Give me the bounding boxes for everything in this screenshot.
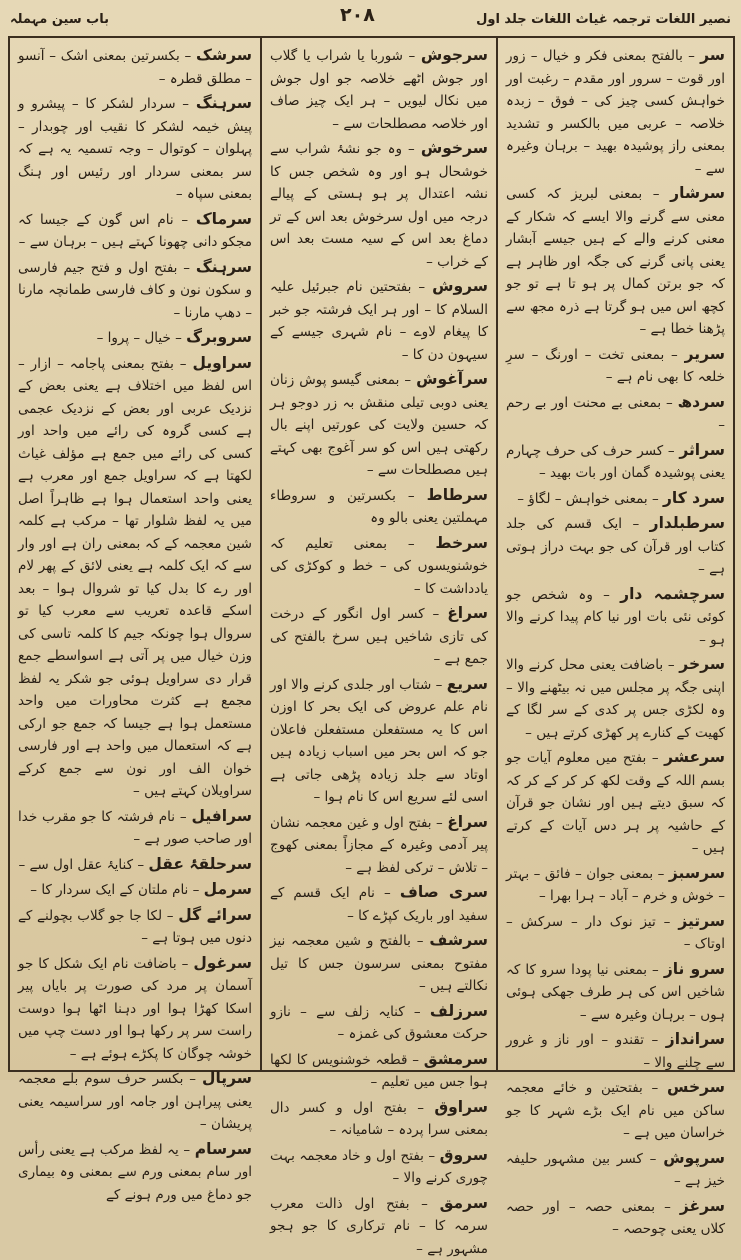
dictionary-entry xyxy=(18,952,252,1066)
dictionary-entry xyxy=(506,1076,725,1145)
entry-headword: سرشف xyxy=(429,931,488,949)
dictionary-entry xyxy=(18,853,252,877)
entry-headword: سرپوش xyxy=(663,1149,725,1167)
entry-headword: سری صاف xyxy=(400,883,488,901)
entry-definition: – بمعنی نیا پودا سرو کا کہ شاخیں اس کی ہر طرف جھکی ہوئی ہوں – برہان وغیرہ سے – xyxy=(506,962,725,1023)
entry-definition: – بفتح اول و کسر دال بمعنی سرا پردہ – شامیانہ – xyxy=(270,1100,488,1139)
dictionary-entry xyxy=(506,391,725,437)
column-middle xyxy=(262,38,496,1068)
entry-definition: – بفتحتین و خائے معجمہ ساکن میں نام ایک بڑے شہر کا جو خراسان میں ہے – xyxy=(506,1080,725,1141)
column-left xyxy=(10,38,260,1068)
entry-headword: سرو ناز xyxy=(664,960,725,978)
dictionary-entry xyxy=(506,1195,725,1241)
entry-definition: – کسر اول انگور کے درخت کی تازی شاخیں ہیں سرخ بالفتح کی جمع ہے – xyxy=(270,606,488,667)
entry-headword: سرخط xyxy=(435,534,488,552)
entry-definition: – کنایۂ عقل اول سے – xyxy=(18,857,144,873)
entry-definition: – ایک قسم کی جلد کتاب اور قرآن کی جو بہت دراز ہوتی ہے – xyxy=(506,516,725,577)
entry-definition: – بمعنی لبریز کہ کسی معنی سے گرنے والا ایسے کہ شکار کے معنی کرنے والے کے ہیں جیسے آبشار یعنی پانی گرنے کی جگہ اور ظاہر ہے کہ جو برتن کمال پر ہو تا ہے تو جو کچھ اس میں ہو گرتا ہے ذرہ مجھ سے پڑھنا خطا ہے – xyxy=(506,186,725,337)
entry-headword: سردھ xyxy=(678,393,725,411)
dictionary-entry xyxy=(18,1138,252,1207)
dictionary-entry xyxy=(506,583,725,652)
entry-definition: – کنایہ زلف سے – نازو حرکت معشوق کی غمزہ – xyxy=(270,1004,488,1043)
entry-headword: سراغ xyxy=(447,813,488,831)
entry-headword: سرد کار xyxy=(663,489,725,507)
entry-headword: سرہنگ xyxy=(196,94,252,112)
entry-definition: – بمعنی بے محنت اور بے رحم – xyxy=(506,395,725,434)
entry-definition: – بفتح اول و غین معجمہ نشان پیر آدمی وغیرہ کے مجازاً بمعنی کھوج – تلاش – ترکی لفظ ہے – xyxy=(270,815,488,876)
dictionary-entry xyxy=(270,44,488,135)
dictionary-entry xyxy=(270,881,488,927)
dictionary-entry xyxy=(506,512,725,581)
dictionary-entry xyxy=(506,44,725,180)
entry-definition: – تقندو – اور ناز و غرور سے چلنے والا – xyxy=(506,1032,725,1071)
entry-headword: سریع xyxy=(447,675,488,693)
entry-headword: سرطاط xyxy=(427,486,488,504)
entry-definition: – بکسر حرف سوم بلے معجمہ یعنی پیراہن اور جامہ اور سراسیمہ یعنی پریشان – xyxy=(18,1071,252,1132)
entry-definition: – بفتحتین نام جبرئیل علیہ السلام کا – اور ہر ایک فرشتہ جو خبر کا پیغام لاوے – نام شہری جیسے کے سیہون دن کا – xyxy=(270,279,488,363)
entry-definition: – باضافت نام ایک شکل کا جو آسمان پر مرد کی صورت پر بایاں پیر اسکا کھڑا ہوا اور دہنا اٹھا ہوا دوست راست سر پر رکھا ہوا اور دست چپ میں خوشہ چوگان کا پکڑے ہوئے ہے – xyxy=(18,956,252,1062)
entry-definition: – بالفتح بمعنی فکر و خیال – زور اور قوت – سرور اور مقدم – رغبت اور خواہش کسی چیز کی – فوق – زبدہ خلاصہ – عربی میں بالکسر و تشدید بمعنی راز پوشیدہ بھید – برہان وغیرہ سے – xyxy=(506,48,725,177)
entry-definition: – سردار لشکر کا – پیشرو و پیش خیمہ لشکر کا نقیب اور چوبدار – پہلوان – کوتوال – وجہ تسمیہ یہ ہے کہ سر بمعنی سردار اور رئیس اور ہنگ بمعنی سپاہ – xyxy=(18,96,252,202)
entry-headword: سرائے گل xyxy=(178,906,252,924)
entry-headword: سرخر xyxy=(679,655,725,673)
entry-headword: سرسام xyxy=(195,1140,252,1158)
entry-headword: سرپال xyxy=(202,1069,252,1087)
entry-definition: – باضافت یعنی محل کرنے والا اپنی جگہ پر مجلس میں نہ بیٹھنے والا – وہ لکڑی جس پر کدی کے سر لگا کے کھیت کے کنارے پر کھڑی کرتے ہیں – xyxy=(506,657,725,741)
entry-definition: – بفتح اول و خاد معجمہ بہت چوری کرنے والا – xyxy=(270,1148,488,1187)
entry-definition: – بمعنی تخت – اورنگ – سرِ خلعہ کا بھی نام ہے – xyxy=(506,347,725,386)
entry-definition: – بمعنی حصہ – اور حصہ کلاں یعنی چوحصہ – xyxy=(506,1199,725,1238)
entry-headword: سرشار xyxy=(670,184,725,202)
entry-definition: – یہ لفظ مرکب ہے یعنی رأس اور سام بمعنی ورم سے بمعنی وہ بیماری جو دماغ میں ورم ہونے کے xyxy=(18,1142,252,1203)
book-title: نصیر اللغات ترجمہ غیاث اللغات جلد اول xyxy=(476,12,731,27)
dictionary-entry xyxy=(18,256,252,325)
dictionary-entry xyxy=(506,653,725,744)
dictionary-entry xyxy=(506,182,725,341)
entry-definition: – بفتح بمعنی پاجامہ – ازار – اس لفظ میں اختلاف ہے یعنی بعض کے نزدیک عربی اور بعض کے نزدیک عجمی ہے کسی گروہ کی رائے میں واحد اور کسی کی رائے میں جمع ہے مؤلف غیاث لکھتا ہے کہ سراویل جمع اور معرب ہے یعنی واحد استعمال ہوا ہے ظاہراً اصل میں یہ لفظ شلوار تھا – مرکب ہے کلمہ شین معجمہ کے کہ بمعنی ران ہے اور وار سے کہ ایک کلمہ ہے یعنی لائق کے پھر لام اور رے کا بدل کیا تو شروال ہوا – بعد اسکے قاعدہ تعریب سے معرب کیا تو سروال ہوا چونکہ جیم کا کلمہ تاسی کی وزن خیال میں پر آتی ہے اسواسطے جمع قرار دی سراویل ہوئی جو شکر یہ لفظ مجمع ہے کثرت محاورات میں واحد مستعمل ہوا ہے جیسا کہ جمع جو ارکی ہے کہ استعمال میں واحد ہے اور فارسی خوان الف اور نون سے جمع کرکے سراویلان کہتے ہیں – xyxy=(18,356,252,800)
entry-headword: سرافیل xyxy=(192,807,253,825)
entry-headword: سراویل xyxy=(192,354,252,372)
entry-headword: سرمل xyxy=(204,880,252,898)
column-right xyxy=(498,38,733,1068)
dictionary-entry xyxy=(506,910,725,956)
entry-definition: – خیال – پروا – xyxy=(97,330,182,346)
entry-headword: سرچشمہ دار xyxy=(620,585,725,603)
dictionary-entry xyxy=(18,805,252,851)
dictionary-entry xyxy=(270,929,488,998)
entry-headword: سرسبز xyxy=(669,864,725,882)
entry-headword: سرانداز xyxy=(666,1030,725,1048)
entry-headword: سرغز xyxy=(680,1197,725,1215)
entry-definition: – بکسرتین و سروطاء مہملتین یعنی بالو وہ xyxy=(270,488,488,527)
entry-definition: – بالفتح و شین معجمہ نیز مفتوح بمعنی سرسون جس کا تیل نکالتے ہیں – xyxy=(270,933,488,994)
entry-headword: سر xyxy=(700,46,725,64)
dictionary-entry xyxy=(270,368,488,482)
entry-headword: سرشک xyxy=(196,46,252,64)
dictionary-entry xyxy=(18,352,252,803)
entry-definition: – لکا جا جو گلاب بچولنے کے دنوں میں ہوتا ہے – xyxy=(18,908,252,947)
dictionary-entry xyxy=(270,673,488,809)
entry-headword: سروبرگ xyxy=(186,328,252,346)
dictionary-entry xyxy=(506,1028,725,1074)
dictionary-entry xyxy=(506,862,725,908)
entry-headword: سراثر xyxy=(679,441,725,459)
page-header xyxy=(0,0,741,36)
entry-headword: سرعشر xyxy=(664,748,725,766)
dictionary-entry xyxy=(18,44,252,90)
dictionary-entry xyxy=(18,92,252,206)
entry-headword: سراوق xyxy=(434,1098,488,1116)
dictionary-entry xyxy=(270,275,488,366)
entry-headword: سرزلف xyxy=(430,1002,488,1020)
entry-headword: سرمشق xyxy=(424,1050,488,1068)
dictionary-entry xyxy=(506,439,725,485)
dictionary-entry xyxy=(270,532,488,601)
entry-headword: سرہنگ xyxy=(196,258,252,276)
entry-definition: – شتاب اور جلدی کرنے والا اور نام علم عروض کی ایک بحر کا اوزن اس کا یہ مستفعلن مستفعلن فاعلان جو کہ اس بحر میں اسباب زیادہ ہیں اوتاد سے جلد زیادہ پڑھی جاتی ہے اسی لئے سریع اس کا نام ہوا – xyxy=(270,677,488,806)
dictionary-entry xyxy=(506,746,725,860)
entry-definition: – نام ملتان کے ایک سردار کا – xyxy=(30,882,199,898)
entry-definition: – بمعنی گیسو پوش زنان یعنی دوبی تیلی منقش بہ زر دوجو ہر کہ حسین ولایت کی عورتیں اپنے بال رکھتی ہیں اس کو سر آغوج بھی کہتے ہیں مصطلحات سے – xyxy=(270,372,488,478)
entry-definition: – شوربا یا شراب یا گلاب اور جوش اٹھے خلاصہ جو اول جوش میں نکال لیویں – ہر ایک چیز صاف اور خلاصہ مصطلحات سے – xyxy=(270,48,488,132)
dictionary-entry xyxy=(506,343,725,389)
entry-headword: سرخوش xyxy=(421,139,488,157)
dictionary-entry xyxy=(270,811,488,880)
dictionary-entry xyxy=(18,904,252,950)
dictionary-entry xyxy=(18,1067,252,1136)
dictionary-entry xyxy=(270,1144,488,1190)
entry-definition: – بفتح اول و فتح جیم فارسی و سکون نون و کاف فارسی طمانچہ مارنا – دھپ مارنا – xyxy=(18,260,252,321)
entry-headword: سرتیز xyxy=(678,912,725,930)
dictionary-entry xyxy=(270,1096,488,1142)
entry-headword: سرغول xyxy=(193,954,252,972)
entry-headword: سریر xyxy=(685,345,725,363)
entry-headword: سروق xyxy=(440,1146,488,1164)
dictionary-entry xyxy=(18,208,252,254)
entry-definition: – بفتح میں معلوم آیات جو بسم اللہ کے وقت لکھ کر کر کے کر کہ کہ سبق دیتے ہیں اور نشان جو قرآن کے حاشیہ پر ہر دس آیات کے کرتے ہیں – xyxy=(506,750,725,856)
dictionary-entry xyxy=(18,878,252,902)
entry-headword: سرمق xyxy=(440,1194,488,1212)
entry-definition: – بمعنی جوان – فائق – بہتر – خوش و خرم – آباد – ہرا بھرا – xyxy=(506,866,725,905)
entry-definition: – نام فرشتہ کا جو مقرب خدا اور صاحب صور ہے – xyxy=(18,809,252,848)
dictionary-entry xyxy=(270,137,488,273)
entry-definition: – بمعنی خواہش – لگاؤ – xyxy=(517,491,659,507)
dictionary-entry xyxy=(270,602,488,671)
entry-headword: سرماک xyxy=(196,210,252,228)
entry-headword: سرحلقۂ عقل xyxy=(148,855,252,873)
entry-definition: – قطعہ خوشنویس کا لکھا ہوا جس میں تعلیم – xyxy=(270,1052,488,1091)
dictionary-entry xyxy=(18,326,252,350)
page-number: ۲۰۸ xyxy=(340,4,375,26)
entry-definition: – بفتح اول ذالت معرب سرمہ کا – نام ترکاری کا جو ہجو مشہور ہے – xyxy=(270,1196,488,1257)
entry-definition: – تیز نوک دار – سرکش – اوتاک – xyxy=(506,914,725,953)
entry-headword: سرجوش xyxy=(421,46,488,64)
entry-headword: سروش xyxy=(432,277,488,295)
dictionary-entry xyxy=(270,1000,488,1046)
dictionary-entry xyxy=(270,1192,488,1260)
entry-headword: سرآغوش xyxy=(416,370,488,388)
dictionary-entry xyxy=(270,1048,488,1094)
entry-headword: سرخس xyxy=(667,1078,725,1096)
dictionary-entry xyxy=(270,484,488,530)
entry-headword: سراغ xyxy=(447,604,488,622)
dictionary-entry xyxy=(506,487,725,511)
entry-definition: – نام ایک قسم کے سفید اور باریک کپڑے کا – xyxy=(270,885,488,924)
entry-definition: – نام اس گون کے جیسا کہ مجکو دانی چھونا کہتے ہیں – برہان سے – xyxy=(18,212,252,251)
entry-definition: – کسر حرف کی حرف چہارم یعنی پوشیدہ گمان اور بات بھید – xyxy=(506,443,725,482)
entry-definition: – بکسرتین بمعنی اشک – آنسو – مطلق قطرہ – xyxy=(18,48,252,87)
entry-definition: – کسر بین مشہور حلیفہ خیز ہے – xyxy=(506,1151,725,1190)
section-title: باب سین مہملہ xyxy=(10,12,109,27)
dictionary-entry xyxy=(506,1147,725,1193)
entry-definition: – وہ جو نشۂ شراب سے خوشحال ہو اور وہ شخص جس کا نشہ اعتدال پر ہو ہستی کے پیالے درجہ میں اول سرخوش بعد اس کے تر دماغ بعد اس کے سیہ مست بعد اس کے خراب – xyxy=(270,141,488,270)
dictionary-entry xyxy=(506,958,725,1027)
entry-definition: – وہ شخص جو کوئی نئی بات اور نیا کام پیدا کرنے والا ہو – xyxy=(506,587,725,648)
entry-definition: – بمعنی تعلیم کہ خوشنویسوں کی – خط و کوکڑی کی یادداشت کا – xyxy=(270,536,488,597)
entry-headword: سرطبلدار xyxy=(650,514,725,532)
